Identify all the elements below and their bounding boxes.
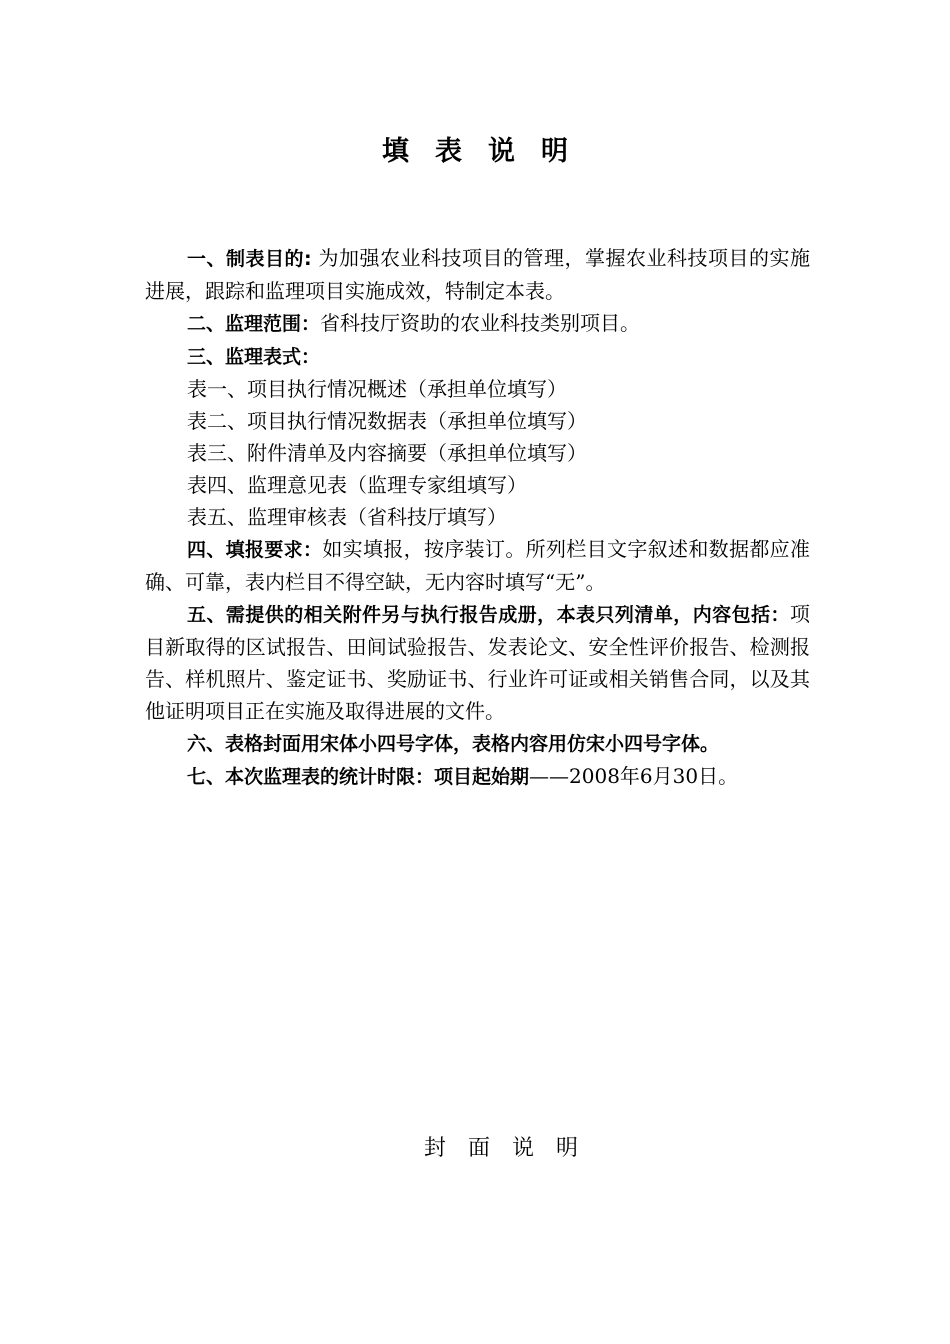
form-item: 表二、项目执行情况数据表（承担单位填写）	[187, 409, 587, 433]
section-text: 项目新取得的区试报告、田间试验报告、发表论文、安全性评价报告、检测报告、样机照片、鉴定证书、奖励证书、行业许可证或相关销售合同，以及其他证明项目正在实施及取得进展的文件。	[145, 602, 810, 723]
section-requirements	[145, 533, 810, 598]
cover-instructions-title: 封面说明	[423, 1136, 600, 1161]
section-purpose	[145, 242, 810, 307]
page-title: 填表说明	[382, 136, 594, 167]
section-fonts	[145, 727, 810, 760]
form-item: 表四、监理意见表（监理专家组填写）	[187, 473, 527, 497]
section-text: 为加强农业科技项目的管理，掌握农业科技项目的实施进展，跟踪和监理项目实施成效，特制定本表。	[145, 246, 810, 303]
form-item: 表一、项目执行情况概述（承担单位填写）	[187, 377, 567, 401]
section-text: 六、表格封面用宋体小四号字体，表格内容用仿宋小四号字体。	[187, 733, 720, 755]
section-forms	[145, 340, 810, 373]
section-text: ——2008年6月30日。	[529, 764, 739, 788]
section-label: 二、监理范围：	[187, 313, 321, 335]
section-attachments	[145, 598, 810, 727]
section-label: 一、制表目的:	[187, 248, 312, 270]
form-item: 表三、附件清单及内容摘要（承担单位填写）	[187, 441, 587, 465]
section-text: 省科技厅资助的农业科技类别项目。	[320, 311, 641, 335]
section-period	[145, 760, 810, 793]
section-label: 五、需提供的相关附件另与执行报告成册，本表只列清单，内容包括：	[187, 604, 790, 626]
section-label: 四、填报要求：	[187, 539, 323, 561]
section-text: 如实填报，按序装订。所列栏目文字叙述和数据都应准确、可靠，表内栏目不得空缺，无内容时填写“无”。	[145, 537, 810, 594]
form-item: 表五、监理审核表（省科技厅填写）	[187, 505, 507, 529]
section-scope	[145, 307, 810, 340]
section-label: 七、本次监理表的统计时限：项目起始期	[187, 766, 530, 788]
instructions-body	[145, 242, 810, 793]
section-label: 三、监理表式：	[187, 346, 321, 368]
